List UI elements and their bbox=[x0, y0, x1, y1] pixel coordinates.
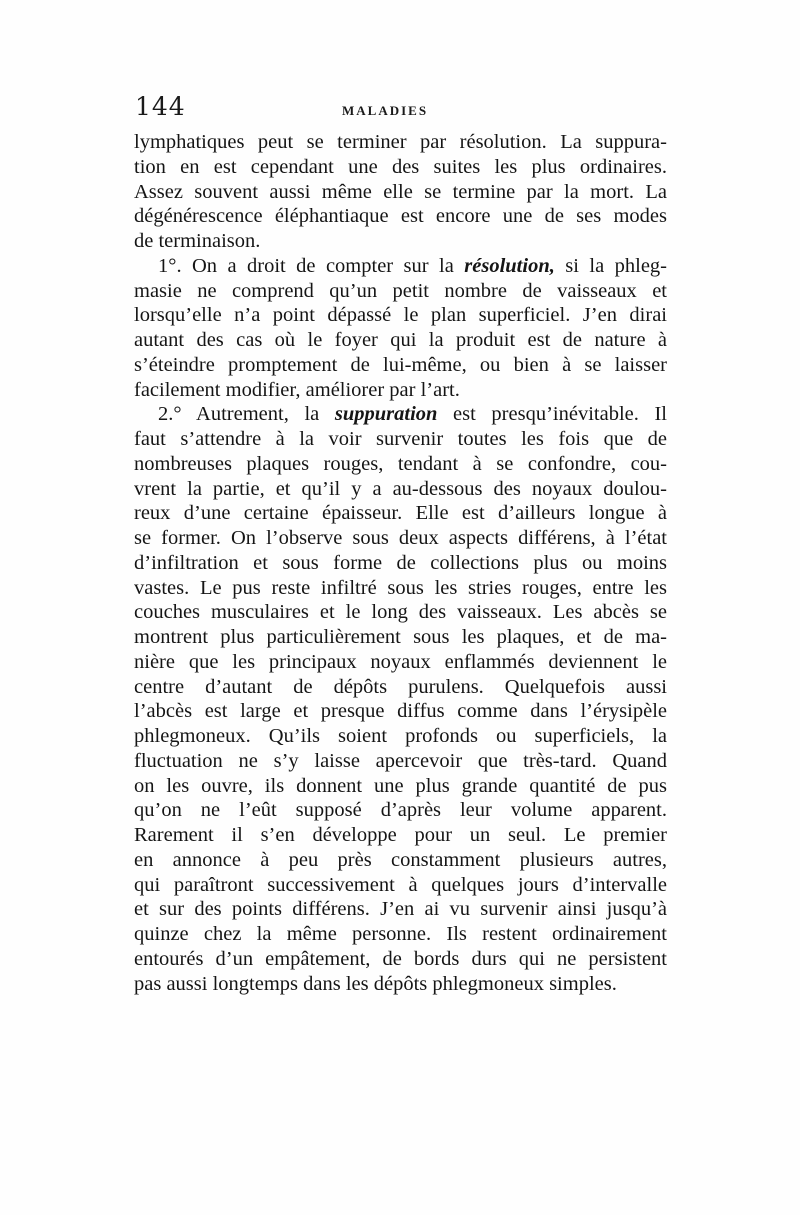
text-line: entourés d’un empâtement, de bords durs qui ne persistent bbox=[134, 947, 667, 970]
text-line: nombreuses plaques rouges, tendant à se confondre, cou- bbox=[134, 452, 667, 475]
text-line: dégénérescence éléphantiaque est encore une de ses modes bbox=[134, 205, 667, 228]
body-text bbox=[134, 130, 667, 996]
text-line: d’infiltration et sous forme de collections plus ou moins bbox=[134, 551, 667, 574]
text-run: si la phleg- bbox=[554, 254, 667, 277]
emphasis-resolution: résolution, bbox=[464, 254, 555, 277]
text-line: en annonce à peu près constamment plusieurs autres, bbox=[134, 848, 667, 871]
text-line: reux d’une certaine épaisseur. Elle est d’ailleurs longue à bbox=[134, 502, 667, 525]
text-line: centre d’autant de dépôts purulens. Quelquefois aussi bbox=[134, 675, 667, 698]
text-line: faut s’attendre à la voir survenir toutes les fois que de bbox=[134, 428, 667, 450]
paragraph-2 bbox=[134, 254, 667, 403]
text-line: pas aussi longtemps dans les dépôts phlegmoneux simples. bbox=[134, 972, 617, 995]
text-line: quinze chez la même personne. Ils restent ordinairement bbox=[134, 923, 667, 945]
text-line: facilement modifier, améliorer par l’art. bbox=[134, 378, 460, 401]
text-line: nière que les principaux noyaux enflammés deviennent le bbox=[134, 650, 667, 673]
text-line: montrent plus particulièrement sous les plaques, et de ma- bbox=[134, 626, 667, 648]
text-line: vastes. Le pus reste infiltré sous les stries rouges, entre les bbox=[134, 576, 667, 599]
text-line: se former. On l’observe sous deux aspects différens, à l’état bbox=[134, 527, 667, 549]
text-run: est presqu’inévitable. Il bbox=[437, 403, 668, 426]
page-header bbox=[135, 92, 667, 122]
text-line: masie ne comprend qu’un petit nombre de vaisseaux et bbox=[134, 279, 667, 302]
emphasis-suppuration: suppuration bbox=[334, 403, 438, 426]
text-line: Assez souvent aussi même elle se termine par la mort. La bbox=[134, 180, 667, 203]
text-line: lorsqu’elle n’a point dépassé le plan superficiel. J’en dirai bbox=[134, 304, 667, 327]
text-line: phlegmoneux. Qu’ils soient profonds ou superficiels, la bbox=[134, 725, 667, 747]
text-line: de terminaison. bbox=[134, 230, 261, 252]
page-number: 144 bbox=[135, 92, 186, 121]
text-line: Rarement il s’en développe pour un seul. Le premier bbox=[134, 824, 667, 846]
text-line: s’éteindre promptement de lui-même, ou bien à se laisser bbox=[134, 353, 667, 376]
text-run: 1°. On a droit de compter sur la bbox=[158, 254, 465, 277]
paragraph-3 bbox=[134, 402, 667, 996]
text-line bbox=[134, 254, 667, 279]
text-line: l’abcès est large et presque diffus comme dans l’érysipèle bbox=[134, 700, 667, 723]
text-line: vrent la partie, et qu’il y a au-dessous des noyaux doulou- bbox=[134, 477, 667, 500]
text-line: qui paraîtront successivement à quelques jours d’intervalle bbox=[134, 873, 667, 896]
text-run: 2.° Autrement, la bbox=[158, 403, 335, 426]
text-line: couches musculaires et le long des vaisseaux. Les abcès se bbox=[134, 601, 667, 624]
running-head: MALADIES bbox=[342, 103, 429, 118]
text-line: tion en est cependant une des suites les plus ordinaires. bbox=[134, 155, 667, 178]
text-line bbox=[134, 402, 667, 427]
text-line: autant des cas où le foyer qui la produit est de nature à bbox=[134, 329, 667, 351]
text-line: lymphatiques peut se terminer par résolution. La suppura- bbox=[134, 131, 667, 153]
text-line: qu’on ne l’eût supposé d’après leur volume apparent. bbox=[134, 799, 667, 822]
text-line: et sur des points différens. J’en ai vu survenir ainsi jusqu’à bbox=[134, 898, 667, 921]
text-line: fluctuation ne s’y laisse apercevoir que très-tard. Quand bbox=[134, 749, 667, 772]
text-line: on les ouvre, ils donnent une plus grande quantité de pus bbox=[134, 774, 667, 797]
paragraph-1 bbox=[134, 130, 667, 254]
